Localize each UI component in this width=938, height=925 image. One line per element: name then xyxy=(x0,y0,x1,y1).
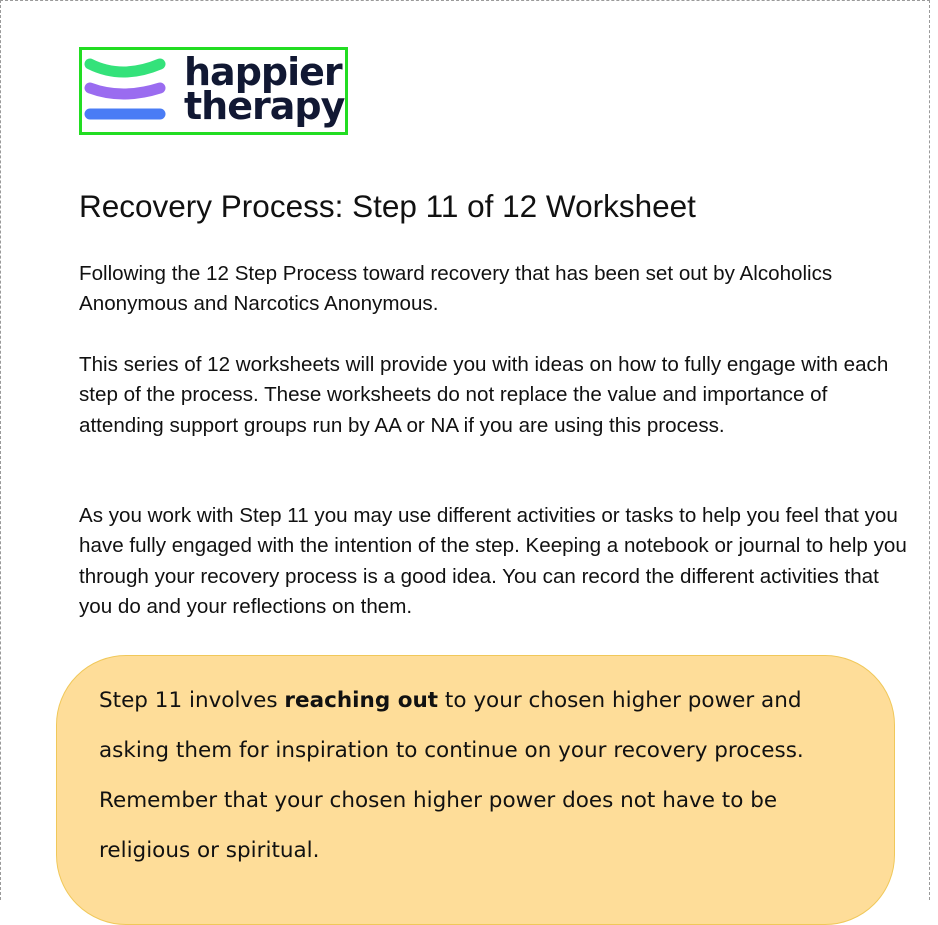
page-title: Recovery Process: Step 11 of 12 Worksheet xyxy=(79,188,696,224)
series-paragraph: This series of 12 worksheets will provide you with ideas on how to fully engage with each step of the process. These worksheets do not replace the value and importance of attending support groups run by AA or NA if you are using this process. xyxy=(79,353,889,437)
step-callout-box xyxy=(56,655,895,925)
callout-text-end: to your chosen higher power and asking them for inspiration to continue on your recovery process. Remember that your chosen higher power does not have to be religious or spiritual. xyxy=(99,688,804,863)
happier-therapy-logo xyxy=(79,47,348,135)
logo-word-happier: happier xyxy=(184,50,342,94)
logo-word-therapy: therapy xyxy=(184,84,345,128)
callout-text-start: Step 11 involves xyxy=(99,688,285,713)
intro-paragraph: Following the 12 Step Process toward recovery that has been set out by Alcoholics Anonymous and Narcotics Anonymous. xyxy=(79,262,833,316)
callout-emphasis: reaching out xyxy=(284,688,439,713)
logo-bars-icon xyxy=(82,50,182,132)
callout-text xyxy=(99,676,869,876)
step-activities-paragraph: As you work with Step 11 you may use different activities or tasks to help you feel that you have fully engaged with the intention of the step. Keeping a notebook or journal to help you through your recovery process is a good idea. You can record the different activities that you do and your reflections on them. xyxy=(79,504,907,618)
